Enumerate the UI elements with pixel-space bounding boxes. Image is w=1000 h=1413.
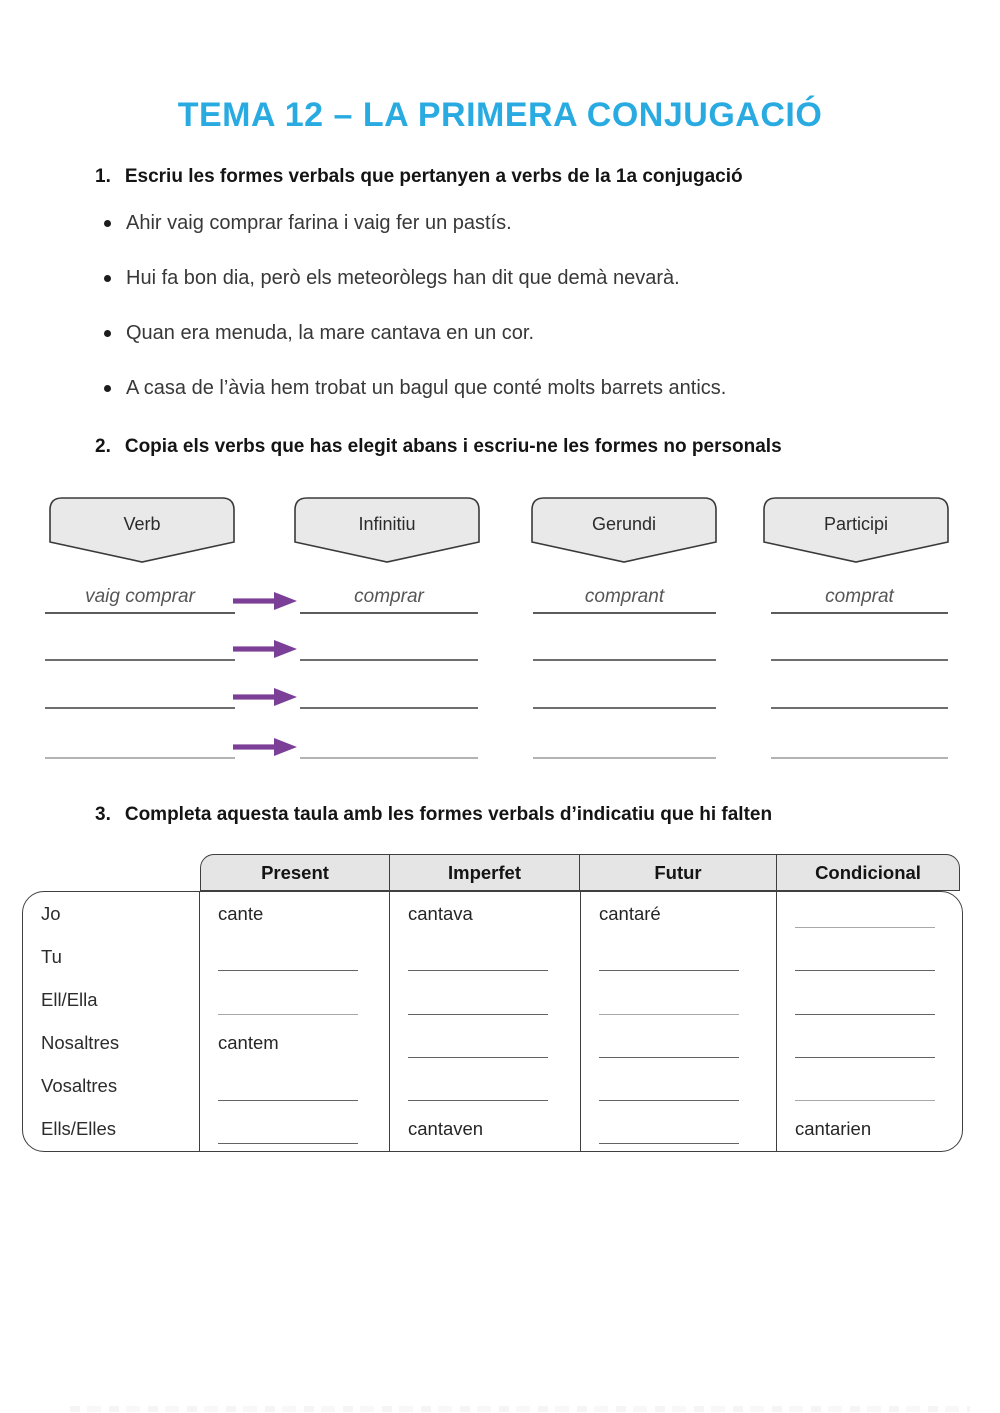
cell-present-jo: cante	[199, 892, 389, 935]
exercise3-heading	[95, 804, 772, 826]
row-label-tu: Tu	[41, 945, 62, 967]
conjugation-table-header	[200, 854, 960, 891]
example-infinitiu: comprar	[354, 586, 424, 607]
cell-condicional-tu	[776, 935, 962, 978]
table-header-futur: Futur	[579, 855, 776, 890]
cell-futur-jo: cantaré	[580, 892, 776, 935]
cell-present-vosaltres	[199, 1065, 389, 1108]
answer-line-futur-ells[interactable]	[599, 1143, 739, 1144]
answer-line-participi-row3[interactable]	[771, 707, 948, 709]
cell-condicional-vosaltres	[776, 1065, 962, 1108]
cell-condicional-nosaltres	[776, 1022, 962, 1065]
cell-present-ells	[199, 1108, 389, 1151]
cut-off-text-artifact	[70, 1406, 970, 1412]
cell-futur-vosaltres	[580, 1065, 776, 1108]
answer-line-gerundi-row3[interactable]	[533, 707, 716, 709]
answer-line-participi-row1	[771, 612, 948, 614]
cell-futur-ell	[580, 978, 776, 1021]
column-header-verb	[49, 497, 235, 563]
answer-line-infinitiu-row4[interactable]	[300, 757, 478, 759]
cell-present-ell	[199, 978, 389, 1021]
sentence-text: Hui fa bon dia, però els meteoròlegs han dit que demà nevarà.	[126, 267, 680, 289]
answer-line-present-ells[interactable]	[218, 1143, 358, 1144]
row-label-ells-elles: Ells/Elles	[41, 1118, 117, 1140]
column-header-infinitiu	[294, 497, 480, 563]
sentence-item	[104, 267, 944, 290]
sentence-item	[104, 322, 944, 345]
conjugation-table-body	[22, 891, 963, 1152]
answer-line-gerundi-row2[interactable]	[533, 659, 716, 661]
row-label-jo: Jo	[41, 902, 61, 924]
answer-line-imperfet-nosaltres[interactable]	[408, 1057, 548, 1058]
cell-imperfet-nosaltres	[389, 1022, 580, 1065]
exercise3-title: Completa aquesta taula amb les formes verbals d’indicatiu que hi falten	[124, 804, 773, 825]
cell-condicional-ells: cantarien	[776, 1108, 962, 1151]
bullet-icon	[104, 385, 111, 392]
cell-futur-ells	[580, 1108, 776, 1151]
bullet-icon	[104, 220, 111, 227]
column-header-gerundi	[531, 497, 717, 563]
answer-line-participi-row4[interactable]	[771, 757, 948, 759]
bullet-icon	[104, 330, 111, 337]
row-label-ell-ella: Ell/Ella	[41, 988, 98, 1010]
answer-line-present-tu[interactable]	[218, 970, 358, 971]
sentence-item	[104, 377, 944, 400]
example-verb: vaig comprar	[85, 586, 195, 607]
cell-futur-nosaltres	[580, 1022, 776, 1065]
cell-imperfet-jo: cantava	[389, 892, 580, 935]
cell-imperfet-vosaltres	[389, 1065, 580, 1108]
answer-line-present-vosaltres[interactable]	[218, 1100, 358, 1101]
column-header-label: Infinitiu	[358, 514, 416, 534]
exercise2-heading	[95, 436, 782, 458]
exercise1-number: 1.	[95, 166, 111, 187]
column-header-label: Verb	[123, 514, 161, 534]
sentence-text: Ahir vaig comprar farina i vaig fer un pastís.	[126, 212, 512, 234]
table-header-imperfet: Imperfet	[389, 855, 579, 890]
cell-futur-tu	[580, 935, 776, 978]
answer-line-verb-row2[interactable]	[45, 659, 235, 661]
answer-line-infinitiu-row3[interactable]	[300, 707, 478, 709]
cell-condicional-jo	[776, 892, 962, 935]
answer-line-gerundi-row4[interactable]	[533, 757, 716, 759]
answer-line-verb-row1	[45, 612, 235, 614]
answer-line-futur-ell[interactable]	[599, 1014, 739, 1015]
answer-line-futur-tu[interactable]	[599, 970, 739, 971]
arrow-right-icon	[233, 688, 297, 706]
sentence-item	[104, 212, 944, 235]
answer-line-condicional-nosaltres[interactable]	[795, 1057, 935, 1058]
answer-line-imperfet-tu[interactable]	[408, 970, 548, 971]
exercise2-title: Copia els verbs que has elegit abans i escriu-ne les formes no personals	[124, 436, 782, 457]
table-header-condicional: Condicional	[776, 855, 959, 890]
answer-line-participi-row2[interactable]	[771, 659, 948, 661]
arrow-right-icon	[233, 640, 297, 658]
sentence-text: Quan era menuda, la mare cantava en un cor.	[126, 322, 535, 344]
answer-line-condicional-tu[interactable]	[795, 970, 935, 971]
answer-line-verb-row4[interactable]	[45, 757, 235, 759]
answer-line-condicional-vosaltres[interactable]	[795, 1100, 935, 1101]
bullet-icon	[104, 275, 111, 282]
answer-line-infinitiu-row2[interactable]	[300, 659, 478, 661]
exercise2-number: 2.	[95, 436, 111, 457]
exercise3-number: 3.	[95, 804, 111, 825]
exercise1-heading	[95, 166, 743, 188]
answer-line-infinitiu-row1	[300, 612, 478, 614]
cell-imperfet-ell	[389, 978, 580, 1021]
row-label-nosaltres: Nosaltres	[41, 1032, 120, 1054]
cell-condicional-ell	[776, 978, 962, 1021]
exercise1-title: Escriu les formes verbals que pertanyen a verbs de la 1a conjugació	[124, 166, 743, 187]
table-header-present: Present	[261, 861, 329, 883]
column-header-participi	[763, 497, 949, 563]
answer-line-imperfet-vosaltres[interactable]	[408, 1100, 548, 1101]
answer-line-condicional-ell[interactable]	[795, 1014, 935, 1015]
cell-present-nosaltres: cantem	[199, 1022, 389, 1065]
answer-line-imperfet-ell[interactable]	[408, 1014, 548, 1015]
arrow-right-icon	[233, 592, 297, 610]
answer-line-condicional-jo[interactable]	[795, 927, 935, 928]
example-gerundi: comprant	[584, 586, 665, 607]
answer-line-futur-nosaltres[interactable]	[599, 1057, 739, 1058]
row-label-vosaltres: Vosaltres	[41, 1075, 118, 1097]
answer-line-verb-row3[interactable]	[45, 707, 235, 709]
answer-line-gerundi-row1	[533, 612, 716, 614]
page-title: TEMA 12 – LA PRIMERA CONJUGACIÓ	[177, 96, 823, 134]
column-header-label: Gerundi	[591, 514, 657, 534]
cell-present-tu	[199, 935, 389, 978]
column-header-label: Participi	[823, 514, 889, 534]
cell-imperfet-ells: cantaven	[389, 1108, 580, 1151]
example-participi: comprat	[825, 586, 894, 607]
answer-line-futur-vosaltres[interactable]	[599, 1100, 739, 1101]
answer-line-present-ell[interactable]	[218, 1014, 358, 1015]
arrow-right-icon	[233, 738, 297, 756]
sentence-text: A casa de l’àvia hem trobat un bagul que conté molts barrets antics.	[126, 377, 727, 399]
cell-imperfet-tu	[389, 935, 580, 978]
